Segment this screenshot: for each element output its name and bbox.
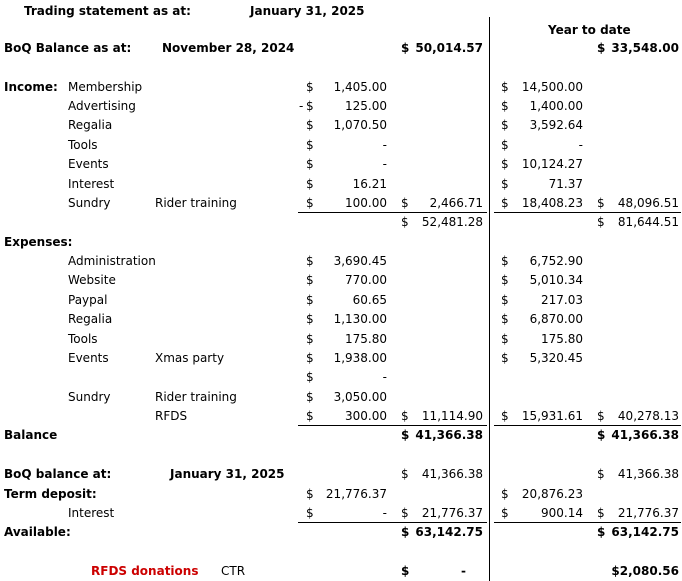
expense-item-label: Events (68, 350, 109, 365)
currency-symbol: $ (306, 137, 314, 152)
currency-symbol: $ (501, 505, 509, 520)
currency-symbol: $ (597, 41, 606, 55)
expense-item-ytd: 217.03 (541, 292, 583, 307)
expense-item-sublabel: RFDS (155, 409, 188, 424)
income-item-period: 1,070.50 (333, 118, 387, 133)
expense-item-ytd: 175.80 (541, 331, 583, 346)
expenses-items-total-ytd: 15,931.61 (521, 409, 583, 424)
currency-symbol: $ (306, 312, 314, 327)
expense-item-period: 3,690.45 (333, 254, 387, 269)
income-section-label: Income: (4, 79, 58, 94)
income-item-ytd: - (578, 137, 583, 152)
income-item-period: 125.00 (345, 99, 387, 114)
currency-symbol: $ (306, 273, 314, 288)
currency-symbol: $ (501, 409, 509, 424)
underline-rule (298, 425, 487, 426)
currency-symbol: $ (501, 157, 509, 172)
expenses-section-label: Expenses: (4, 234, 73, 249)
currency-symbol: $ (401, 428, 410, 443)
currency-symbol: $ (597, 215, 605, 230)
expense-item-label: Tools (68, 331, 98, 346)
currency-symbol: $ (597, 428, 606, 443)
currency-symbol: $ (306, 292, 314, 307)
currency-symbol: $ (306, 331, 314, 346)
expense-item-label: Website (68, 273, 116, 288)
income-item-sublabel: Rider training (155, 195, 237, 210)
expense-item-label: Administration (68, 254, 156, 269)
expense-item-sublabel: Rider training (155, 389, 237, 404)
income-item-ytd: 18,408.23 (521, 195, 583, 210)
currency-symbol: $ (306, 350, 314, 365)
income-item-period: 100.00 (345, 195, 387, 210)
currency-symbol: $ (306, 176, 314, 191)
rfds-donations-label: RFDS donations (91, 563, 199, 578)
balance-ytd: 41,366.38 (611, 428, 679, 443)
closing-balance-ytd: 41,366.38 (617, 467, 679, 482)
currency-symbol: $ (501, 137, 509, 152)
income-item-ytd: 14,500.00 (521, 79, 583, 94)
currency-symbol: $ (501, 99, 509, 114)
closing-balance-period: 41,366.38 (421, 467, 483, 482)
currency-symbol: $ (306, 195, 314, 210)
currency-symbol: $ (501, 331, 509, 346)
income-item-ytd: 71.37 (548, 176, 583, 191)
income-item-period: 16.21 (352, 176, 387, 191)
currency-symbol: $ (597, 195, 605, 210)
currency-symbol: $ (306, 389, 314, 404)
td-interest-period-total: 21,776.37 (421, 505, 483, 520)
td-interest-ytd: 900.14 (541, 505, 583, 520)
currency-symbol: $ (597, 409, 605, 424)
income-item-label: Regalia (68, 118, 113, 133)
currency-symbol: $ (306, 118, 314, 133)
income-item-label: Membership (68, 79, 143, 94)
currency-symbol: $ (306, 486, 314, 501)
income-item-label: Events (68, 157, 109, 172)
td-interest-period: - (382, 505, 387, 520)
expenses-total-period: 11,114.90 (421, 409, 483, 424)
expense-item-period: 1,130.00 (333, 312, 387, 327)
closing-balance-date: January 31, 2025 (170, 467, 285, 482)
term-deposit-period: 21,776.37 (325, 486, 387, 501)
currency-symbol: $ (501, 254, 509, 269)
currency-symbol: $ (501, 350, 509, 365)
income-item-ytd: 1,400.00 (529, 99, 583, 114)
balance-period: 41,366.38 (415, 428, 483, 443)
currency-symbol: $ (401, 41, 410, 55)
opening-balance-ytd: 33,548.00 (611, 41, 679, 55)
expense-item-label: Sundry (68, 389, 111, 404)
closing-balance-label: BoQ balance at: (4, 467, 112, 482)
expense-item-period: 1,938.00 (333, 350, 387, 365)
currency-symbol: $ (597, 505, 605, 520)
income-item-label: Tools (68, 137, 98, 152)
underline-rule (298, 522, 487, 523)
income-total-ytd: 48,096.51 (617, 195, 679, 210)
currency-symbol: $ (401, 467, 409, 482)
expense-item-ytd: 6,870.00 (529, 312, 583, 327)
income-item-ytd: 3,592.64 (529, 118, 583, 133)
underline-rule (494, 212, 681, 213)
expense-item-label: Regalia (68, 312, 113, 327)
expense-item-ytd: 6,752.90 (529, 254, 583, 269)
expense-item-period: 300.00 (345, 409, 387, 424)
currency-symbol: $ (501, 195, 509, 210)
income-item-label: Advertising (68, 99, 136, 114)
currency-symbol: $ (401, 505, 409, 520)
income-item-period: 1,405.00 (333, 79, 387, 94)
currency-symbol: $ (401, 525, 410, 540)
currency-symbol: $ (501, 292, 509, 307)
term-deposit-ytd: 20,876.23 (521, 486, 583, 501)
rfds-donations-ytd: $2,080.56 (611, 563, 679, 578)
expense-item-ytd: 5,010.34 (529, 273, 583, 288)
available-ytd: 63,142.75 (611, 525, 679, 540)
currency-symbol: $ (597, 467, 605, 482)
income-item-ytd: 10,124.27 (521, 157, 583, 172)
expense-item-period: 770.00 (345, 273, 387, 288)
currency-symbol: $ (501, 273, 509, 288)
expense-item-label: Paypal (68, 292, 108, 307)
expense-item-period: - (382, 370, 387, 385)
expense-item-period: 3,050.00 (333, 389, 387, 404)
statement-date: January 31, 2025 (250, 4, 365, 18)
td-interest-ytd-total: 21,776.37 (617, 505, 679, 520)
balance-label: Balance (4, 428, 58, 443)
opening-balance-period: 50,014.57 (415, 41, 483, 55)
currency-symbol: $ (401, 195, 409, 210)
currency-symbol: $ (306, 409, 314, 424)
income-item-label: Interest (68, 176, 115, 191)
expense-item-ytd: 5,320.45 (529, 350, 583, 365)
ytd-header: Year to date (548, 23, 631, 37)
rfds-donations-code: CTR (221, 563, 246, 578)
income-item-label: Sundry (68, 195, 111, 210)
income-item-period: - (382, 157, 387, 172)
currency-symbol: $ (401, 563, 410, 578)
currency-symbol: $ (306, 254, 314, 269)
income-total-period: 2,466.71 (429, 195, 483, 210)
currency-symbol: $ (597, 525, 606, 540)
term-deposit-label: Term deposit: (4, 486, 97, 501)
currency-symbol: $ (501, 176, 509, 191)
currency-symbol: $ (501, 486, 509, 501)
currency-symbol: $ (501, 79, 509, 94)
currency-symbol: $ (306, 370, 314, 385)
expense-item-sublabel: Xmas party (155, 350, 225, 365)
currency-symbol: $ (306, 157, 314, 172)
expense-item-period: 175.80 (345, 331, 387, 346)
currency-symbol: $ (501, 312, 509, 327)
expenses-total-ytd: 40,278.13 (617, 409, 679, 424)
currency-symbol: $ (401, 215, 409, 230)
currency-symbol: $ (501, 118, 509, 133)
available-label: Available: (4, 525, 71, 540)
currency-symbol: $ (401, 409, 409, 424)
currency-symbol: $ (306, 505, 314, 520)
statement-title: Trading statement as at: (24, 4, 191, 18)
negative-sign: - (299, 99, 304, 114)
opening-balance-date: November 28, 2024 (162, 41, 295, 55)
opening-balance-label: BoQ Balance as at: (4, 41, 132, 55)
income-subtotal-period: 52,481.28 (421, 215, 483, 230)
underline-rule (494, 522, 681, 523)
currency-symbol: $ (306, 79, 314, 94)
currency-symbol: $ (306, 99, 314, 114)
underline-rule (298, 212, 487, 213)
td-interest-label: Interest (68, 505, 115, 520)
underline-rule (494, 425, 681, 426)
available-period: 63,142.75 (415, 525, 483, 540)
expense-item-period: 60.65 (352, 292, 387, 307)
income-subtotal-ytd: 81,644.51 (617, 215, 679, 230)
income-item-period: - (382, 137, 387, 152)
rfds-donations-period: - (461, 563, 466, 578)
